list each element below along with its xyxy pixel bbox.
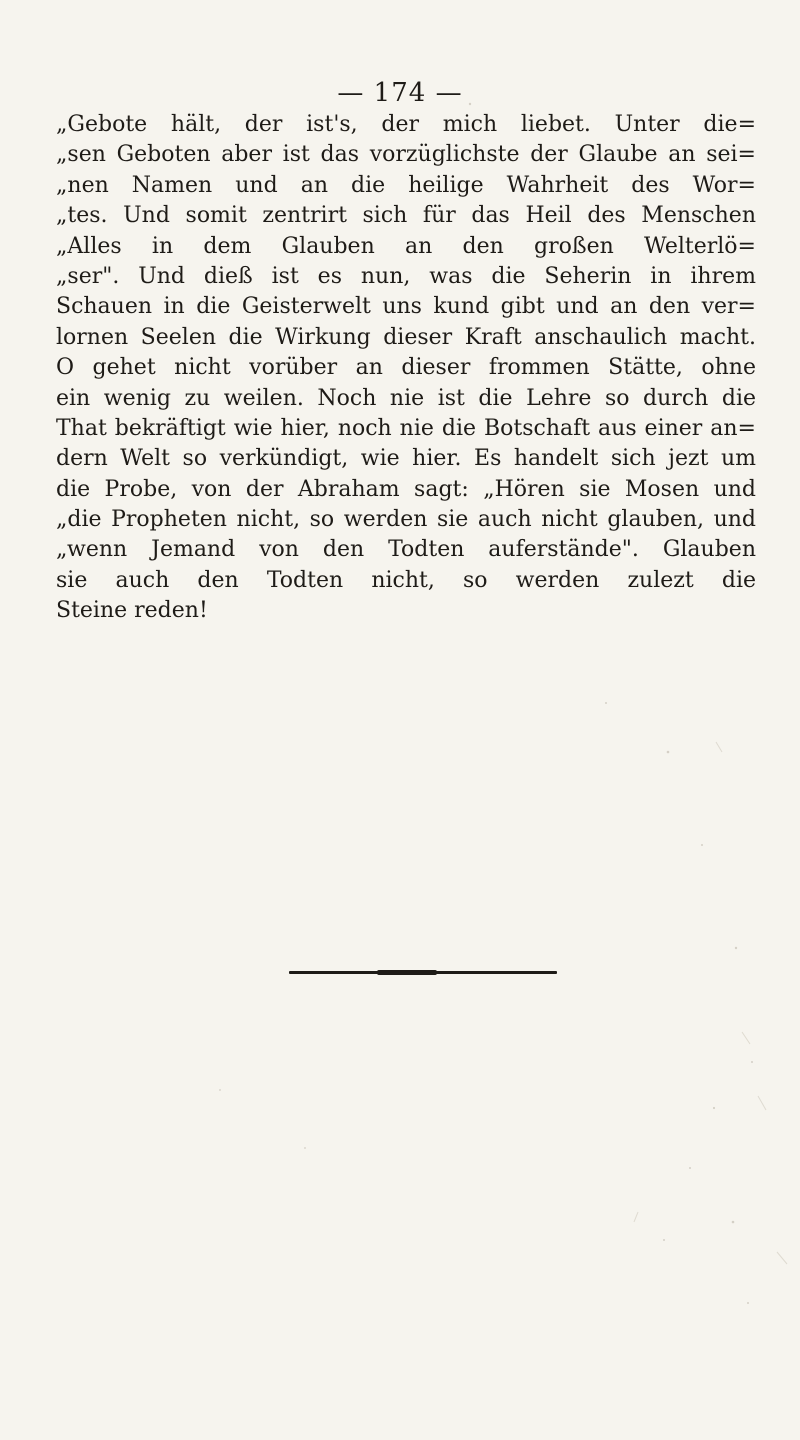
text-line: lornen Seelen die Wirkung dieser Kraft anschaulich macht. (56, 324, 756, 350)
text-line: „ser". Und dieß ist es nun, was die Seherin in ihrem (56, 263, 756, 289)
text-line: That bekräftigt wie hier, noch nie die Botschaft aus einer an= (56, 415, 756, 441)
text-line: ein wenig zu weilen. Noch nie ist die Lehre so durch die (56, 385, 756, 411)
text-line: „nen Namen und an die heilige Wahrheit des Wor= (56, 172, 756, 198)
text-line: „wenn Jemand von den Todten auferstände". Glauben (56, 537, 756, 563)
text-line: Schauen in die Geisterwelt uns kund gibt und an den ver= (56, 294, 756, 320)
text-line: die Probe, von der Abraham sagt: „Hören sie Mosen und (56, 476, 756, 502)
page-number: — 174 — (337, 78, 463, 108)
text-line: Steine reden! (56, 598, 208, 624)
text-line: sie auch den Todten nicht, so werden zulezt die (56, 567, 756, 593)
text-line: O gehet nicht vorüber an dieser frommen Stätte, ohne (56, 355, 756, 381)
text-line: „tes. Und somit zentrirt sich für das Heil des Menschen (56, 203, 756, 229)
text-line: „Gebote hält, der ist's, der mich liebet. Unter die= (56, 112, 756, 137)
text-line: „die Propheten nicht, so werden sie auch nicht glauben, und (56, 507, 756, 533)
text-line: „Alles in dem Glauben an den großen Welterlö= (56, 233, 756, 259)
text-line: „sen Geboten aber ist das vorzüglichste der Glaube an sei= (56, 142, 756, 168)
body-text (56, 110, 756, 627)
text-line: dern Welt so verkündigt, wie hier. Es handelt sich jezt um (56, 446, 756, 472)
section-divider (289, 971, 557, 974)
